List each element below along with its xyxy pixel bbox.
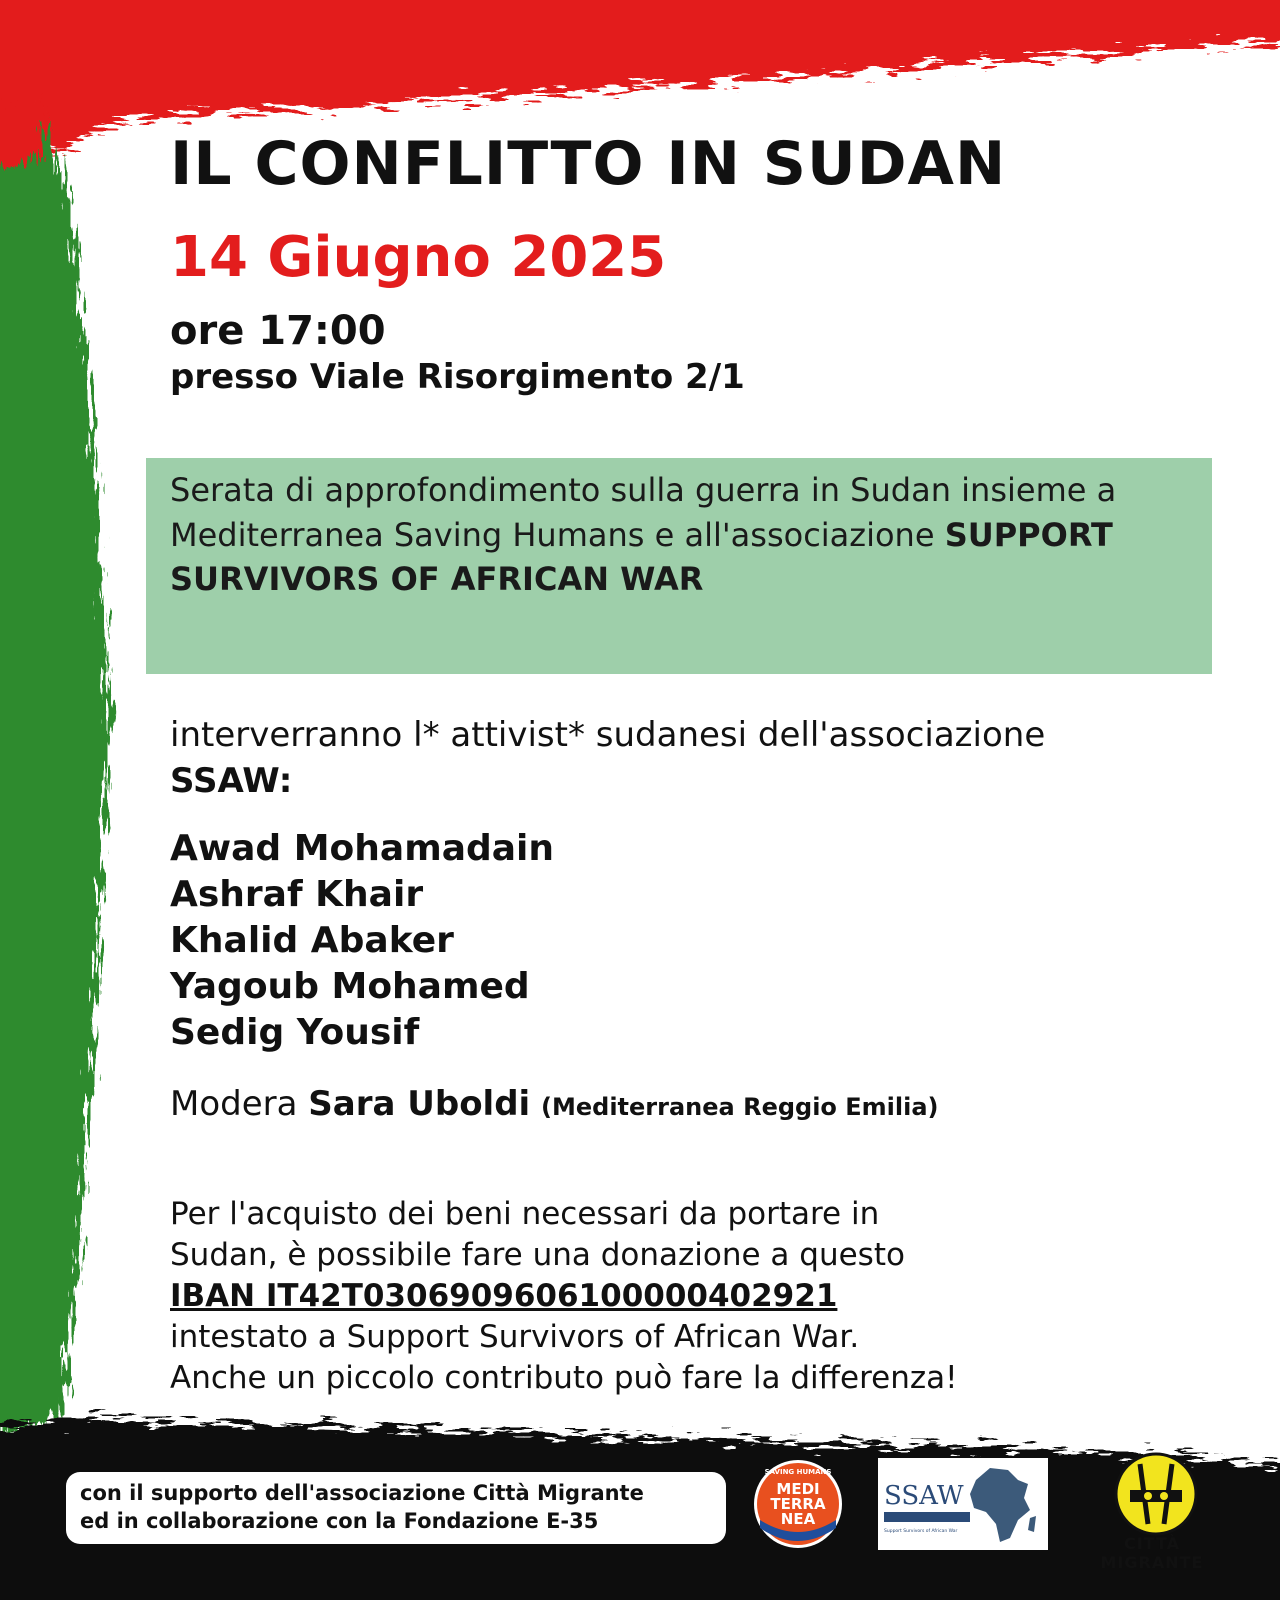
event-location: presso Viale Risorgimento 2/1 bbox=[170, 357, 745, 397]
moderator-line bbox=[170, 1082, 1250, 1129]
ssaw-logo-name: SSAW bbox=[884, 1481, 964, 1511]
moderator-org: (Mediterranea Reggio Emilia) bbox=[541, 1093, 939, 1121]
iban-code: IBAN IT42T0306909606100000402921 bbox=[170, 1278, 838, 1314]
mediterranea-logo-icon bbox=[752, 1458, 844, 1554]
support-credit-line: ed in collaborazione con la Fondazione E-35 bbox=[80, 1509, 599, 1533]
speaker-name: Yagoub Mohamed bbox=[170, 966, 530, 1007]
speakers-intro bbox=[170, 712, 1170, 804]
donation-info bbox=[170, 1194, 1250, 1399]
speakers-intro-org: SSAW: bbox=[170, 761, 293, 801]
support-credits-box bbox=[66, 1472, 726, 1544]
moderator-prefix: Modera bbox=[170, 1084, 298, 1124]
donation-line: intestato a Support Survivors of African War. bbox=[170, 1319, 860, 1355]
event-description-box bbox=[146, 458, 1212, 674]
speaker-name: Khalid Abaker bbox=[170, 920, 454, 961]
ssaw-logo-icon bbox=[878, 1458, 1048, 1550]
speaker-name: Ashraf Khair bbox=[170, 874, 424, 915]
citta-migrante-logo-name: CITTÀ MIGRANTE bbox=[1100, 1534, 1204, 1572]
event-description-org: SUPPORT SURVIVORS OF AFRICAN WAR bbox=[170, 515, 1113, 598]
event-time: ore 17:00 bbox=[170, 308, 386, 354]
med-logo-line: MEDI bbox=[776, 1480, 820, 1498]
donation-line: Sudan, è possibile fare una donazione a questo bbox=[170, 1237, 905, 1273]
support-credit-line: con il supporto dell'associazione Città Migrante bbox=[80, 1481, 644, 1505]
speakers-intro-text: interverranno l* attivist* sudanesi dell'associazione bbox=[170, 715, 1046, 755]
moderator-name: Sara Uboldi bbox=[308, 1084, 531, 1124]
page-title: IL CONFLITTO IN SUDAN bbox=[170, 129, 1007, 199]
med-logo-line: NEA bbox=[780, 1510, 816, 1528]
event-description bbox=[170, 468, 1200, 602]
speaker-name: Awad Mohamadain bbox=[170, 828, 555, 869]
med-logo-top: SAVING HUMANS bbox=[764, 1468, 832, 1476]
speakers-list bbox=[170, 826, 554, 1056]
speaker-name: Sedig Yousif bbox=[170, 1012, 420, 1053]
ssaw-logo-sub: Support Survivors of African War bbox=[884, 1529, 958, 1534]
med-logo-line: TERRA bbox=[770, 1495, 826, 1513]
donation-line: Per l'acquisto dei beni necessari da portare in bbox=[170, 1196, 880, 1232]
event-date: 14 Giugno 2025 bbox=[170, 225, 667, 290]
event-description-text: Serata di approfondimento sulla guerra in Sudan insieme a Mediterranea Saving Humans e all'associazione bbox=[170, 471, 1117, 554]
donation-line: Anche un piccolo contributo può fare la differenza! bbox=[170, 1360, 958, 1396]
